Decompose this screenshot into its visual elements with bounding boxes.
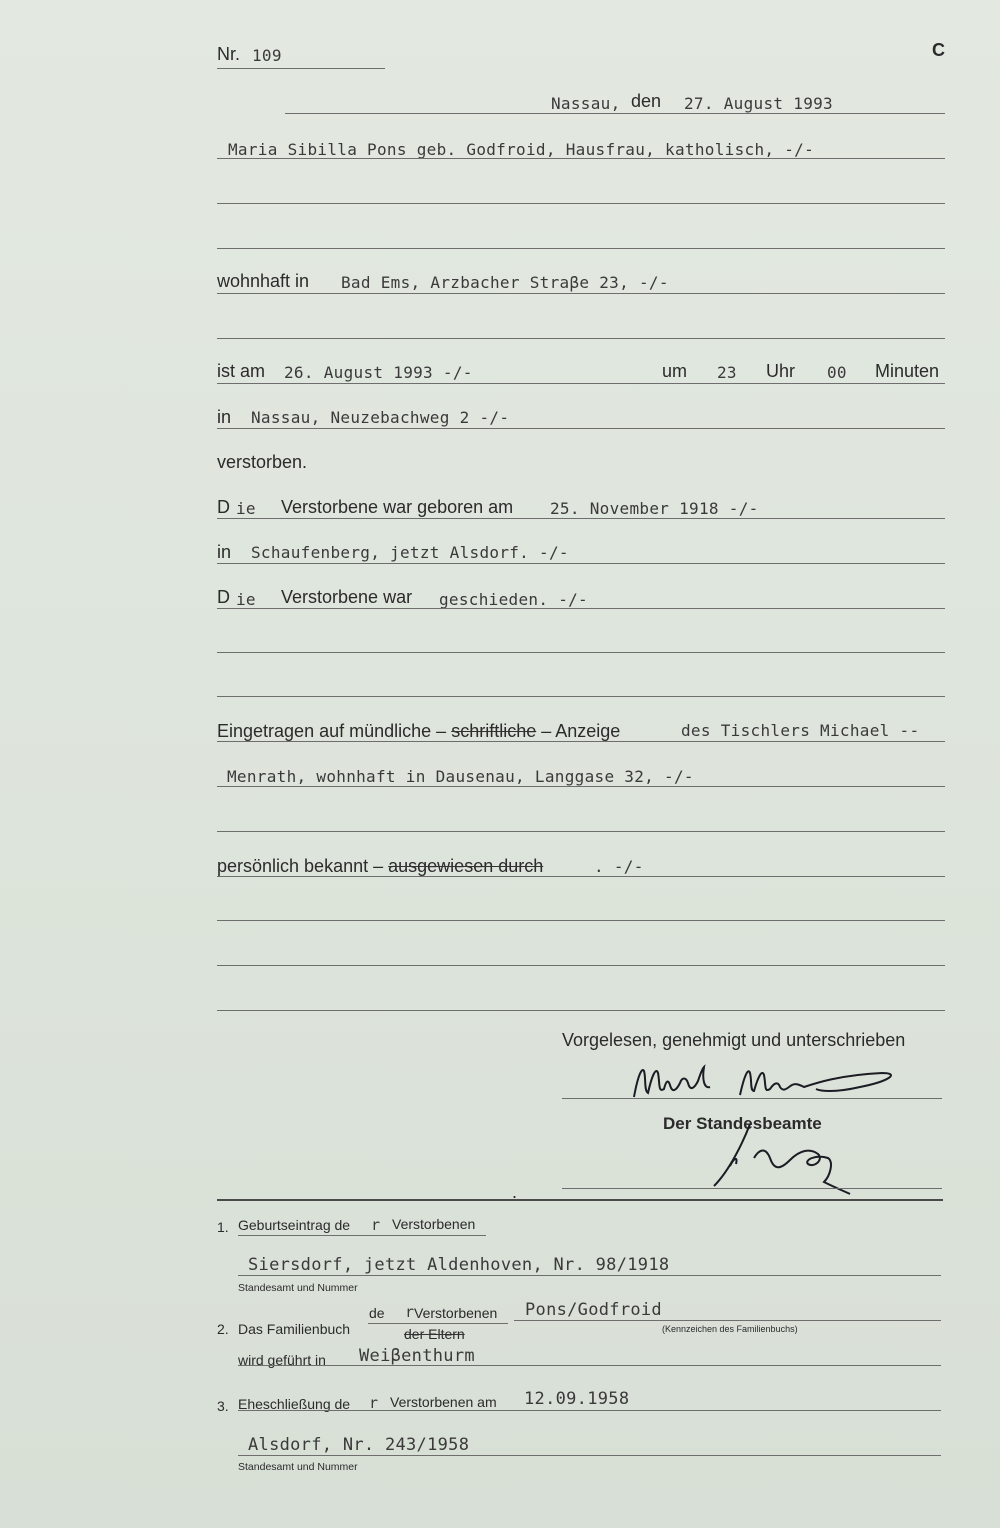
known-label — [217, 856, 543, 877]
residence-value: Bad Ems, Arzbacher Straβe 23, -/- — [341, 273, 669, 292]
item3-caption: Standesamt und Nummer — [238, 1461, 358, 1473]
item2-der-eltern: der Eltern — [404, 1326, 465, 1342]
known-value: . -/- — [594, 857, 644, 876]
death-date-label: ist am — [217, 361, 266, 381]
item1-value: Siersdorf, jetzt Aldenhoven, Nr. 98/1918 — [248, 1255, 670, 1275]
registrar-signature — [700, 1118, 860, 1198]
item1-suffix: r — [371, 1216, 381, 1234]
death-date-value: 26. August 1993 -/- — [284, 363, 473, 382]
birth-ie-suffix: ie — [236, 499, 256, 518]
informant-signature-line — [562, 1098, 942, 1099]
registrar-signature-line — [562, 1188, 942, 1189]
rule — [217, 203, 945, 204]
registration-label-prefix: Eingetragen auf mündliche – — [217, 721, 447, 741]
rule — [238, 1365, 941, 1366]
item3-number: 3. — [217, 1398, 229, 1414]
death-hour: 23 — [717, 363, 737, 382]
minuten-label: Minuten — [875, 361, 940, 381]
birth-d-label: D — [217, 497, 230, 517]
item1-label-underline — [238, 1235, 486, 1236]
rule — [217, 831, 945, 832]
residence-label: wohnhaft in — [217, 271, 310, 291]
informant-line2: Menrath, wohnhaft in Dausenau, Langgase 32, -/- — [227, 767, 694, 786]
death-place-label: in — [217, 407, 232, 427]
section-divider — [217, 1199, 943, 1201]
item2-de: de — [369, 1305, 385, 1321]
rule — [217, 293, 945, 294]
item2-label: Das Familienbuch — [238, 1321, 351, 1337]
rule — [217, 741, 945, 742]
verstorben-label: verstorben. — [217, 452, 308, 472]
item2-value: Pons/Godfroid — [525, 1300, 662, 1320]
nr-underline — [217, 68, 385, 69]
item1-caption: Standesamt und Nummer — [238, 1282, 358, 1294]
item1-number: 1. — [217, 1219, 229, 1235]
birth-place-label: in — [217, 542, 232, 562]
informant-signature — [620, 1055, 920, 1115]
item3-label-end: Verstorbenen am — [390, 1394, 497, 1410]
deceased-name: Maria Sibilla Pons geb. Godfroid, Hausfrau, katholisch, -/- — [228, 140, 815, 159]
rule — [217, 920, 945, 921]
rule — [217, 696, 945, 697]
rule — [217, 786, 945, 787]
birth-label: Verstorbene war geboren am — [281, 497, 514, 517]
item3-date-value: 12.09.1958 — [524, 1389, 630, 1409]
item2-fraction-line — [368, 1323, 508, 1324]
den-label: den — [631, 91, 662, 111]
rule — [217, 428, 945, 429]
date-underline — [285, 113, 945, 114]
item2-wird-value: Weiβenthurm — [359, 1346, 475, 1366]
registration-label-suffix: – Anzeige — [541, 721, 621, 741]
item2-caption: (Kennzeichen des Familienbuchs) — [662, 1324, 798, 1334]
rule — [238, 1455, 941, 1456]
known-label-prefix: persönlich bekannt – — [217, 856, 384, 876]
item3-suffix: r — [369, 1394, 379, 1412]
marital-ie-suffix: ie — [236, 590, 256, 609]
informant-line1: des Tischlers Michael -- — [681, 721, 920, 740]
rule — [514, 1320, 941, 1321]
read-approved-text: Vorgelesen, genehmigt und unterschrieben — [562, 1030, 906, 1050]
birth-place-value: Schaufenberg, jetzt Alsdorf. -/- — [251, 543, 569, 562]
death-place-value: Nassau, Neuzebachweg 2 -/- — [251, 408, 510, 427]
corner-letter: C — [932, 40, 945, 60]
rule — [217, 652, 945, 653]
rule — [217, 1010, 945, 1011]
item3-place-value: Alsdorf, Nr. 243/1958 — [248, 1435, 470, 1455]
rule — [238, 1410, 941, 1411]
um-label: um — [662, 361, 688, 381]
rule — [217, 518, 945, 519]
item3-label-prefix: Eheschließung de — [238, 1396, 351, 1412]
marital-label: Verstorbene war — [281, 587, 413, 607]
marital-value: geschieden. -/- — [439, 590, 588, 609]
rule — [217, 608, 945, 609]
rule — [238, 1275, 941, 1276]
registrar-label: Der Standesbeamte — [663, 1114, 822, 1133]
known-label-struck: ausgewiesen durch — [388, 856, 544, 876]
marital-d-label: D — [217, 587, 230, 607]
item1-label-prefix: Geburtseintrag de — [238, 1217, 351, 1233]
rule — [217, 383, 945, 384]
uhr-label: Uhr — [766, 361, 796, 381]
item2-number: 2. — [217, 1321, 229, 1337]
registration-date: 27. August 1993 — [684, 94, 833, 113]
nr-value: 109 — [252, 46, 282, 65]
signature-dot: . — [512, 1182, 518, 1202]
rule — [217, 563, 945, 564]
place-value: Nassau, — [551, 94, 621, 113]
rule — [217, 338, 945, 339]
rule — [217, 158, 945, 159]
item1-label-end: Verstorbenen — [392, 1216, 476, 1232]
nr-label: Nr. — [217, 44, 241, 64]
rule — [217, 876, 945, 877]
registration-label — [217, 721, 620, 742]
death-minutes: 00 — [827, 363, 847, 382]
item2-r: r — [405, 1303, 415, 1321]
rule — [217, 965, 945, 966]
registration-label-struck: schriftliche — [451, 721, 537, 741]
birth-date-value: 25. November 1918 -/- — [550, 499, 759, 518]
rule — [217, 248, 945, 249]
item2-verstorbenen: Verstorbenen — [414, 1305, 498, 1321]
item2-wird-label: wird geführt in — [238, 1352, 326, 1368]
